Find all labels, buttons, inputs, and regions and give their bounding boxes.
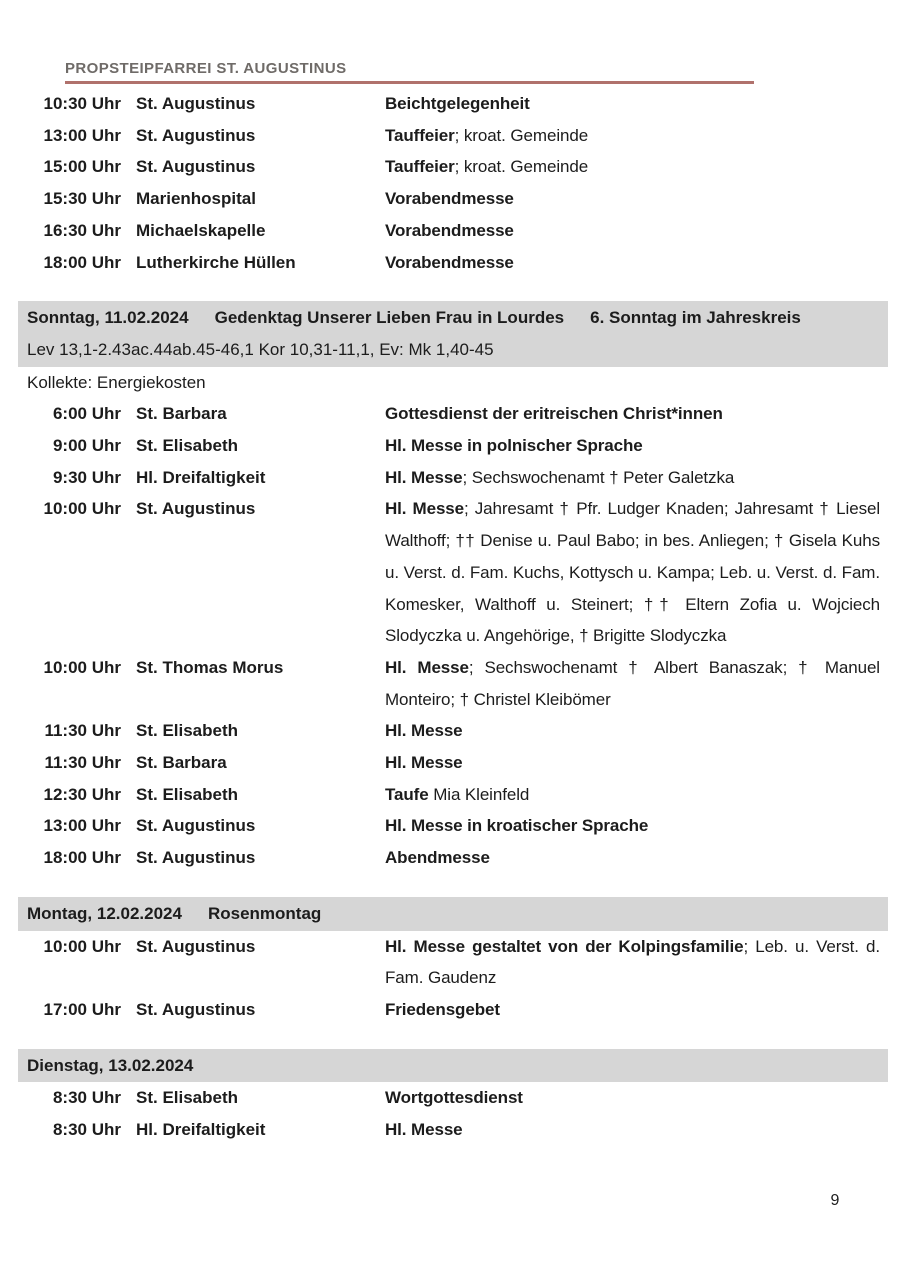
day-header-bar [18,1049,888,1083]
event-location: St. Augustinus [136,94,256,113]
event-description [385,747,880,779]
event-description [385,398,880,430]
desc-segment: Mia Kleinfeld [428,784,530,804]
event-description [385,994,880,1026]
event-description [385,247,880,279]
day-title-part: Sonntag, 11.02.2024 [27,308,189,328]
desc-segment: ; Sechswochenamt † Peter Galetzka [462,467,735,487]
desc-segment: Tauffeier [385,157,455,177]
event-location: St. Augustinus [136,816,256,836]
day-title-part: Rosenmontag [207,903,322,923]
event-location: Michaelskapelle [136,220,266,240]
schedule-row [0,398,909,430]
desc-segment: Beichtgelegenheit [385,94,530,113]
schedule-row [0,183,909,215]
day-title-part: Gedenktag Unserer Lieben Frau in Lourdes [214,308,565,328]
schedule-row [0,1082,909,1114]
day-title [27,1050,882,1082]
event-location: St. Augustinus [136,499,256,519]
day-header-bar [18,301,888,366]
desc-segment: Hl. Messe [385,721,463,741]
event-time: 10:00 Uhr [43,936,121,956]
event-location: St. Barbara [136,404,227,424]
desc-segment: Hl. Messe in kroatischer Sprache [385,816,649,836]
day-header-bar [18,897,888,931]
event-description [385,810,880,842]
event-location: St. Augustinus [136,848,256,868]
desc-segment: ; Sechswochenamt † Albert Banaszak; † Manuel Monteiro; † Christel Kleibömer [385,657,880,709]
desc-segment: Vorabendmesse [385,252,514,272]
schedule-row [0,215,909,247]
desc-segment: Hl. Messe in polnischer Sprache [385,436,643,456]
event-location: St. Elisabeth [136,784,239,804]
desc-segment: Hl. Messe [385,1120,463,1140]
event-location: St. Barbara [136,753,227,773]
event-description [385,183,880,215]
desc-segment: Taufe [385,784,429,804]
event-location: St. Elisabeth [136,1088,239,1108]
day-section [0,301,909,874]
event-location: St. Elisabeth [136,721,239,741]
event-description [385,462,880,494]
desc-segment: ; Leb. u. Verst. d. Fam. Gaudenz [385,936,880,988]
day-title-part: Montag, 12.02.2024 [27,903,182,923]
event-description [385,652,880,715]
event-time: 10:00 Uhr [43,499,121,519]
schedule [0,88,909,1146]
desc-segment: ; Jahresamt † Pfr. Ludger Knaden; Jahresamt † Liesel Walthoff; †† Denise u. Paul Babo; in bes. Anliegen; † Gisela Kuhs u. Verst. d. Fam. Kuchs, Kottysch u. Kampa; Leb. u. Verst. d. Fam. Komesker, Walthoff u. Steinert; †† Eltern Zofia u. Wojciech Slodyczka u. Angehörige, † Brigitte Slodyczka [385,499,880,646]
event-description [385,931,880,994]
schedule-row [0,931,909,994]
desc-segment: Hl. Messe [385,499,465,519]
event-time: 12:30 Uhr [43,784,121,804]
event-time: 9:30 Uhr [52,467,121,487]
event-time: 13:00 Uhr [43,125,121,145]
event-location: St. Augustinus [136,936,256,956]
schedule-row [0,151,909,183]
event-location: St. Augustinus [136,157,256,177]
event-location: Lutherkirche Hüllen [136,252,296,272]
day-title [27,302,882,334]
event-time: 10:00 Uhr [43,657,121,677]
desc-segment: Hl. Messe [385,467,463,487]
desc-segment: Vorabendmesse [385,189,514,209]
schedule-row [0,779,909,811]
schedule-row [0,1114,909,1146]
event-description [385,493,880,652]
day-title-part: Dienstag, 13.02.2024 [27,1055,194,1075]
desc-segment: Hl. Messe [385,753,463,773]
schedule-row [0,810,909,842]
event-description [385,215,880,247]
page-title: PROPSTEIPFARREI ST. AUGUSTINUS [65,60,754,84]
desc-segment: Gottesdienst der eritreischen Christ*innen [385,404,723,424]
event-location: St. Augustinus [136,999,256,1019]
schedule-row [0,88,909,120]
desc-segment: ; kroat. Gemeinde [454,157,589,177]
page-number: 9 [830,1192,840,1209]
event-description [385,88,880,120]
schedule-row [0,842,909,874]
event-location: St. Thomas Morus [136,657,284,677]
event-location: St. Augustinus [136,125,256,145]
day-title-part: 6. Sonntag im Jahreskreis [590,308,801,328]
desc-segment: Friedensgebet [385,999,500,1019]
event-time: 13:00 Uhr [43,816,121,836]
event-time: 15:00 Uhr [43,157,121,177]
event-time: 18:00 Uhr [43,252,121,272]
schedule-row [0,493,909,652]
event-location: Hl. Dreifaltigkeit [136,1120,266,1140]
event-description [385,779,880,811]
schedule-row [0,247,909,279]
desc-segment: ; kroat. Gemeinde [454,125,589,145]
schedule-row [0,430,909,462]
desc-segment: Hl. Messe gestaltet von der Kolpingsfamilie [385,936,744,956]
event-time: 15:30 Uhr [43,189,121,209]
desc-segment: Hl. Messe [385,657,469,677]
event-description [385,1082,880,1114]
collection-note: Kollekte: Energiekosten [27,372,206,392]
event-description [385,151,880,183]
event-time: 17:00 Uhr [43,999,121,1019]
event-time: 8:30 Uhr [52,1088,121,1108]
event-time: 11:30 Uhr [44,721,121,741]
schedule-row [0,747,909,779]
schedule-row [0,652,909,715]
day-section [0,897,909,1026]
day-section [0,1049,909,1146]
event-time: 8:30 Uhr [52,1120,121,1140]
event-time: 6:00 Uhr [52,404,121,424]
event-location: Hl. Dreifaltigkeit [136,467,266,487]
schedule-row [0,715,909,747]
schedule-row [0,462,909,494]
event-description [385,430,880,462]
event-location: St. Elisabeth [136,436,239,456]
event-time: 16:30 Uhr [43,220,121,240]
desc-segment: Tauffeier [385,125,455,145]
event-description [385,1114,880,1146]
schedule-row [0,994,909,1026]
event-time: 9:00 Uhr [52,436,121,456]
event-time: 11:30 Uhr [44,753,121,773]
desc-segment: Wortgottesdienst [385,1088,523,1108]
event-description [385,120,880,152]
day-title [27,898,882,930]
event-time: 18:00 Uhr [43,848,121,868]
day-readings: Lev 13,1-2.43ac.44ab.45-46,1 Kor 10,31-11,1, Ev: Mk 1,40-45 [27,339,494,359]
desc-segment: Vorabendmesse [385,220,514,240]
desc-segment: Abendmesse [385,848,490,868]
event-description [385,842,880,874]
schedule-row [0,120,909,152]
event-location: Marienhospital [136,189,256,209]
day-section [0,88,909,278]
event-time: 10:30 Uhr [43,94,121,113]
event-description [385,715,880,747]
